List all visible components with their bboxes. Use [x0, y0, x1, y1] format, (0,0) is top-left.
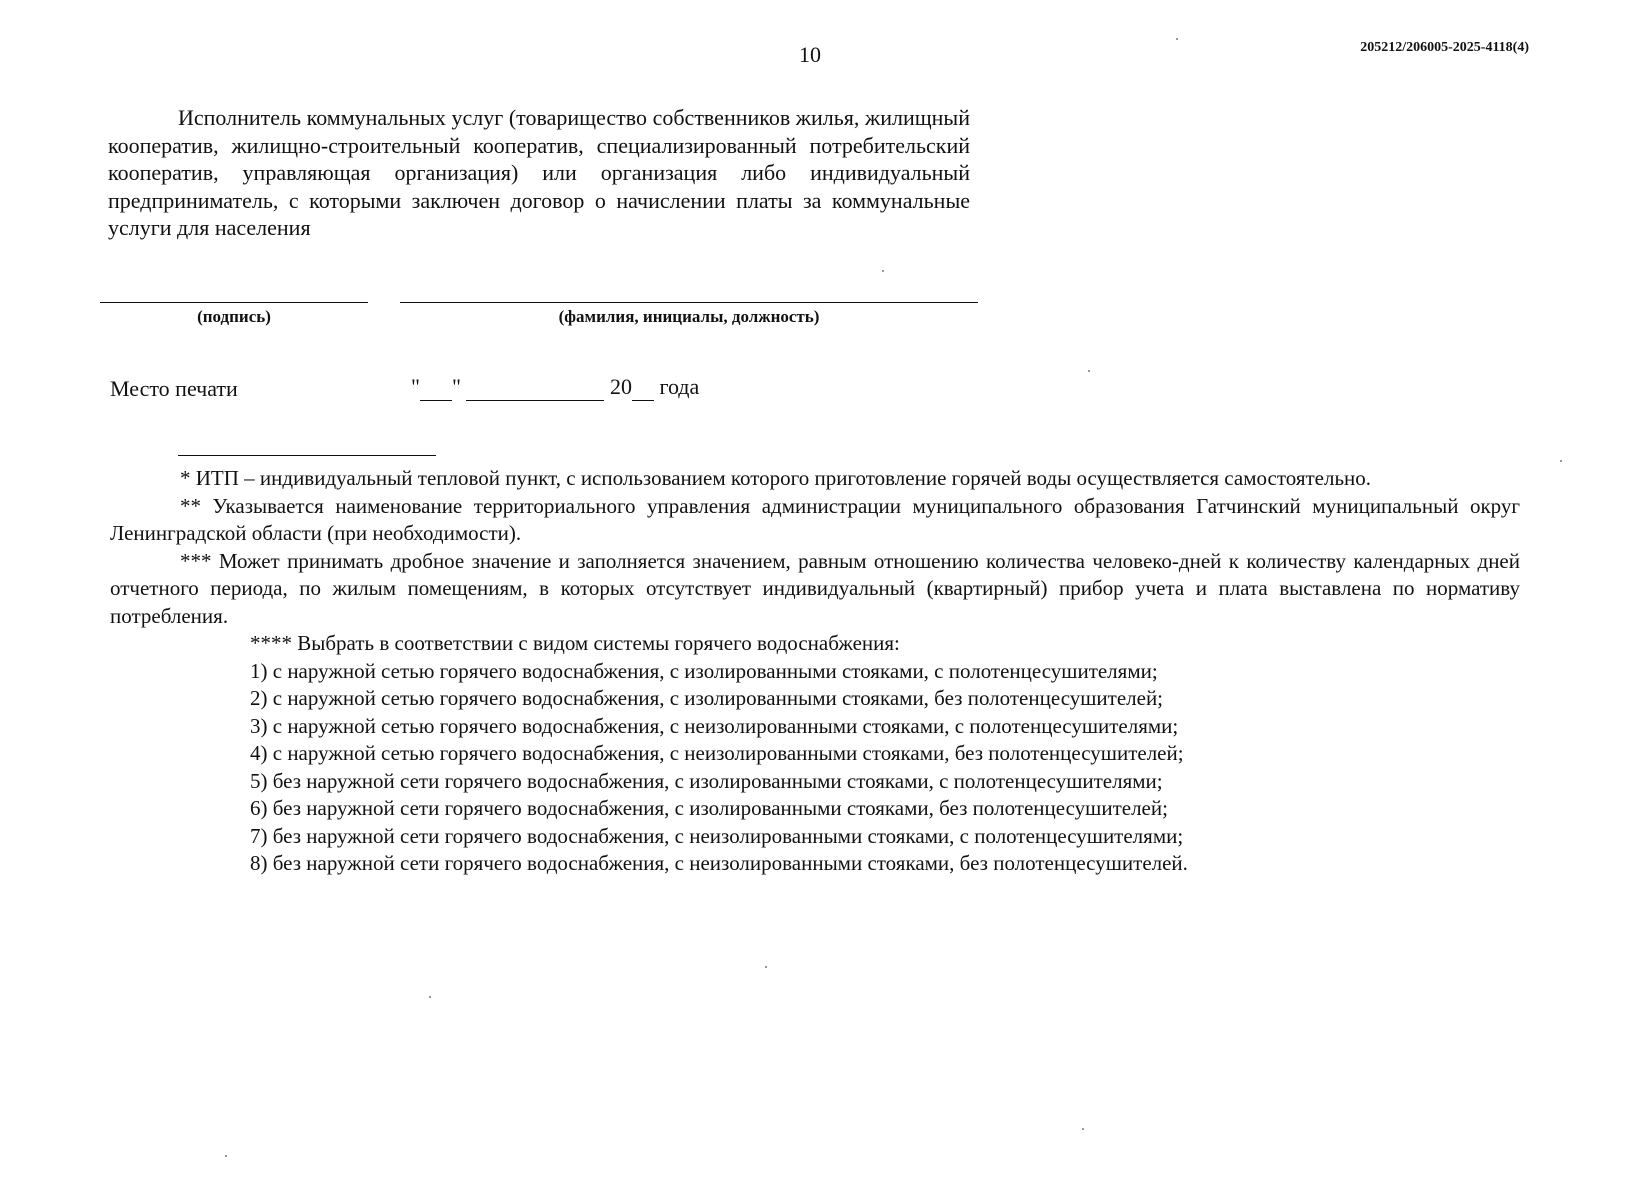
- stamp-place-label: Место печати: [110, 376, 238, 401]
- name-caption: (фамилия, инициалы, должность): [558, 307, 820, 326]
- footnote-territorial: ** Указывается наименование территориального управления администрации муниципального образования Гатчинский муниципальный округ Ленинградской области (при необходимости).: [110, 493, 1520, 545]
- option-item: 1) с наружной сетью горячего водоснабжения, с изолированными стояками, с полотенцесушителями;: [250, 658, 1158, 683]
- month-blank: [466, 374, 604, 401]
- option-item: 5) без наружной сети горячего водоснабжения, с изолированными стояками, с полотенцесушителями;: [250, 768, 1163, 793]
- scan-speck: [1560, 460, 1562, 462]
- option-item: 4) с наружной сетью горячего водоснабжения, с неизолированными стояками, без полотенцесушителей;: [250, 741, 1184, 765]
- date-quote-open: ": [411, 374, 420, 399]
- scan-speck: [1176, 38, 1178, 40]
- date-year-prefix: 20: [609, 374, 632, 399]
- option-item: 2) с наружной сетью горячего водоснабжения, с изолированными стояками, без полотенцесушителей;: [250, 686, 1164, 710]
- executor-block: [108, 104, 970, 242]
- date-suffix: года: [659, 374, 700, 399]
- option-item: 7) без наружной сети горячего водоснабжения, с неизолированными стояками, с полотенцесушителями;: [250, 823, 1184, 848]
- option-item: 6) без наружной сети горячего водоснабжения, с изолированными стояками, без полотенцесушителей;: [250, 796, 1168, 820]
- footnote-itp: * ИТП – индивидуальный тепловой пункт, с использованием которого приготовление горячей воды осуществляется самостоятельно.: [180, 466, 1372, 490]
- document-id: 205212/206005-2025-4118(4): [1360, 40, 1529, 55]
- option-item: 8) без наружной сети горячего водоснабжения, с неизолированными стояками, без полотенцесушителей.: [250, 851, 1188, 875]
- year-blank: [632, 374, 654, 401]
- day-blank: [420, 374, 452, 401]
- name-line: [400, 302, 978, 303]
- scan-speck: [1082, 1128, 1084, 1130]
- signature-caption: (подпись): [197, 307, 271, 326]
- scan-speck: [1088, 370, 1090, 372]
- footnotes: [110, 465, 1520, 878]
- date-line: [411, 374, 699, 401]
- date-quote-close: ": [451, 374, 461, 399]
- footnote-fractional: *** Может принимать дробное значение и заполняется значением, равным отношению количества человеко-дней к количеству календарных дней отчетного периода, по жилым помещениям, в которых отсутствует индивидуальный (квартирный) прибор учета и плата выставлена по нормативу потребления.: [110, 548, 1520, 628]
- option-item: 3) с наружной сетью горячего водоснабжения, с неизолированными стояками, с полотенцесушителями;: [250, 713, 1179, 738]
- scan-speck: [225, 1155, 227, 1157]
- scan-speck: [429, 996, 431, 998]
- scan-speck: [765, 966, 767, 968]
- footnote-separator: [178, 455, 436, 456]
- executor-text: Исполнитель коммунальных услуг (товарищество собственников жилья, жилищный кооператив, жилищно-строительный кооператив, специализированный потребительский кооператив, управляющая организация) или организация либо индивидуальный предприниматель, с которыми заключен договор о начислении платы за коммунальные услуги для населения: [108, 105, 970, 240]
- scan-speck: [882, 270, 884, 272]
- page-number: 10: [799, 42, 821, 67]
- footnote-system-intro: **** Выбрать в соответствии с видом системы горячего водоснабжения:: [250, 631, 900, 655]
- signature-line: [100, 302, 368, 303]
